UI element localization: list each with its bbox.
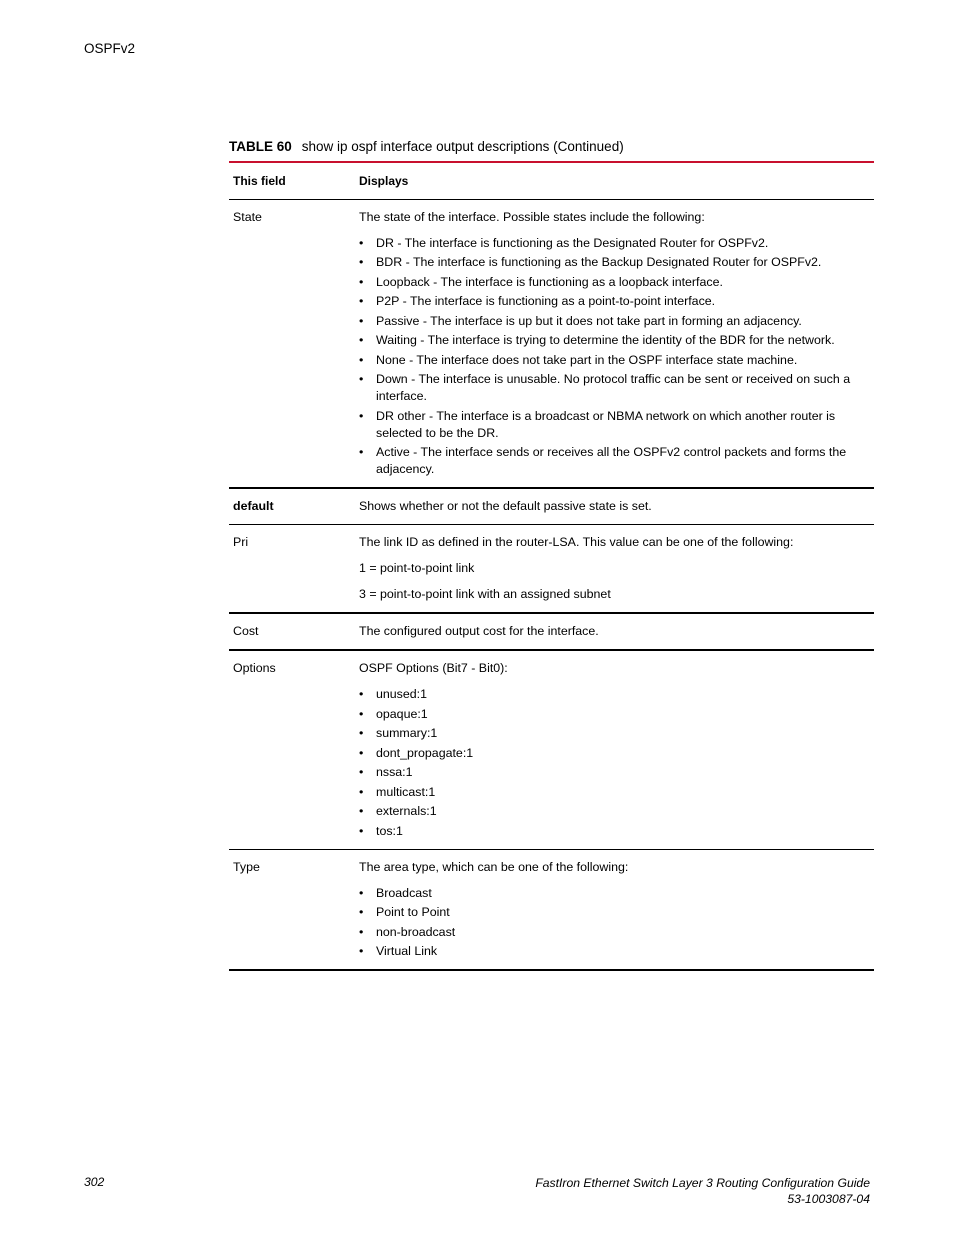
table-caption-label: TABLE 60 xyxy=(229,139,292,154)
description-text: The link ID as defined in the router-LSA. This value can be one of the following: xyxy=(359,535,794,549)
field-name: State xyxy=(229,199,355,488)
field-name: Type xyxy=(229,849,355,970)
list-item: • unused:1 xyxy=(359,687,427,701)
list-item: • Loopback - The interface is functioning as a loopback interface. xyxy=(359,274,723,289)
options-list xyxy=(359,686,870,840)
table-row-state xyxy=(229,199,874,488)
state-list xyxy=(359,235,870,479)
list-item: • dont_propagate:1 xyxy=(359,745,474,760)
doc-number: 53-1003087-04 xyxy=(787,1192,870,1206)
type-list xyxy=(359,885,870,961)
list-item: • Virtual Link xyxy=(359,944,438,958)
list-item: • Waiting - The interface is trying to determine the identity of the BDR for the network. xyxy=(359,333,835,347)
bullet-icon: • xyxy=(359,687,364,701)
table-row-pri xyxy=(229,525,874,614)
table-header-row xyxy=(229,163,874,199)
field-name: Cost xyxy=(229,613,355,650)
list-item: • BDR - The interface is functioning as the Backup Designated Router for OSPFv2. xyxy=(359,255,822,269)
description-text: The state of the interface. Possible states include the following: xyxy=(359,209,705,224)
list-item: • None - The interface does not take part in the OSPF interface state machine. xyxy=(359,352,798,367)
table-row-default xyxy=(229,488,874,525)
bullet-icon: • xyxy=(359,408,364,423)
description-text: The configured output cost for the interface. xyxy=(359,624,599,638)
list-item: • Down - The interface is unusable. No protocol traffic can be sent or received on such a interface. xyxy=(359,372,851,403)
column-header-field: This field xyxy=(229,163,355,199)
description-text: OSPF Options (Bit7 - Bit0): xyxy=(359,661,508,675)
list-item: • opaque:1 xyxy=(359,706,428,721)
list-item: • nssa:1 xyxy=(359,765,413,779)
bullet-icon: • xyxy=(359,255,364,269)
bullet-icon: • xyxy=(359,726,364,740)
list-item: • summary:1 xyxy=(359,726,438,740)
list-item: • externals:1 xyxy=(359,804,437,818)
table-row-type xyxy=(229,849,874,970)
output-description-table xyxy=(229,163,874,971)
bullet-icon: • xyxy=(359,706,364,721)
bullet-icon: • xyxy=(359,944,364,958)
bullet-icon: • xyxy=(359,905,364,919)
description-text: 3 = point-to-point link with an assigned subnet xyxy=(359,587,611,601)
table-row-cost xyxy=(229,613,874,650)
bullet-icon: • xyxy=(359,294,364,308)
list-item: • multicast:1 xyxy=(359,784,436,799)
field-description xyxy=(355,488,874,525)
list-item: • P2P - The interface is functioning as a point-to-point interface. xyxy=(359,294,716,308)
list-item: • Broadcast xyxy=(359,885,432,900)
list-item: • Point to Point xyxy=(359,905,450,919)
bullet-icon: • xyxy=(359,274,364,289)
field-description xyxy=(355,849,874,970)
field-name: default xyxy=(229,488,355,525)
guide-title: FastIron Ethernet Switch Layer 3 Routing Configuration Guide xyxy=(535,1176,870,1190)
bullet-icon: • xyxy=(359,924,364,939)
page-number: 302 xyxy=(84,1175,105,1189)
footer-doc-info xyxy=(535,1175,870,1207)
list-item: • DR - The interface is functioning as the Designated Router for OSPFv2. xyxy=(359,235,769,250)
list-item: • DR other - The interface is a broadcast or NBMA network on which another router is selected to be the DR. xyxy=(359,408,836,440)
bullet-icon: • xyxy=(359,765,364,779)
field-name: Options xyxy=(229,650,355,849)
bullet-icon: • xyxy=(359,885,364,900)
bullet-icon: • xyxy=(359,235,364,250)
field-description xyxy=(355,199,874,488)
bullet-icon: • xyxy=(359,313,364,328)
list-item: • non-broadcast xyxy=(359,924,456,939)
field-description xyxy=(355,525,874,614)
description-text: 1 = point-to-point link xyxy=(359,561,475,575)
list-item: • tos:1 xyxy=(359,823,403,838)
bullet-icon: • xyxy=(359,823,364,838)
table-row-options xyxy=(229,650,874,849)
description-text: Shows whether or not the default passive state is set. xyxy=(359,499,652,513)
bullet-icon: • xyxy=(359,372,364,386)
table-caption-text: show ip ospf interface output descriptions (Continued) xyxy=(301,139,624,154)
bullet-icon: • xyxy=(359,784,364,799)
bullet-icon: • xyxy=(359,745,364,760)
bullet-icon: • xyxy=(359,804,364,818)
running-header: OSPFv2 xyxy=(84,41,136,56)
column-header-displays: Displays xyxy=(355,163,874,199)
table-caption xyxy=(229,139,624,154)
field-description xyxy=(355,650,874,849)
bullet-icon: • xyxy=(359,445,364,459)
bullet-icon: • xyxy=(359,333,364,347)
bullet-icon: • xyxy=(359,352,364,367)
description-text: The area type, which can be one of the following: xyxy=(359,859,629,874)
field-name: Pri xyxy=(229,525,355,614)
list-item: • Passive - The interface is up but it does not take part in forming an adjacency. xyxy=(359,313,802,328)
field-description xyxy=(355,613,874,650)
list-item: • Active - The interface sends or receives all the OSPFv2 control packets and forms the adjacency. xyxy=(359,445,847,476)
